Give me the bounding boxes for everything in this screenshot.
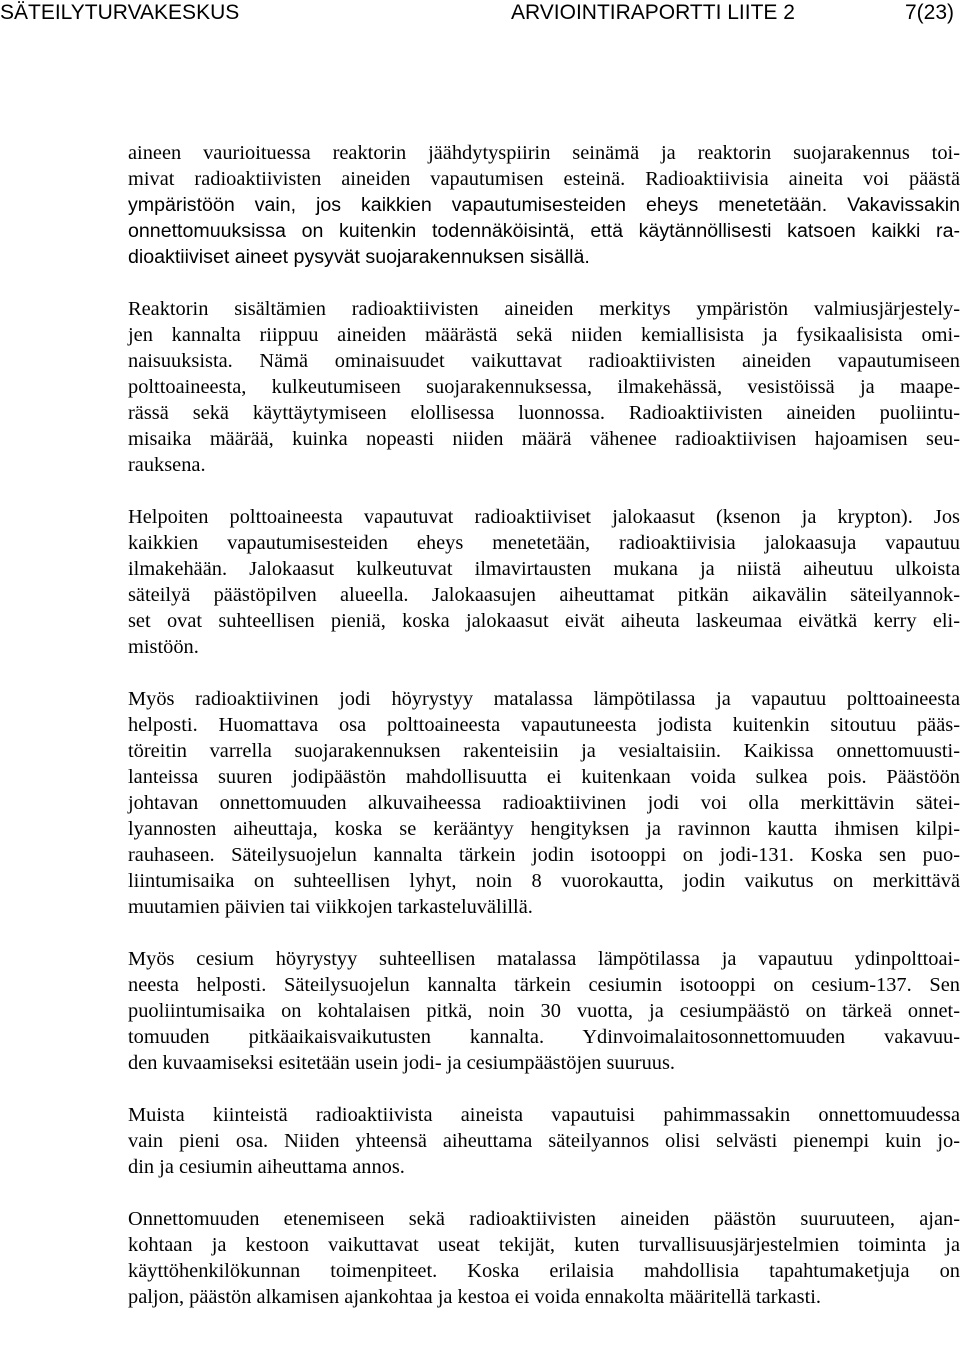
- paragraph-gap: [128, 1180, 960, 1206]
- text-line: mistöön.: [128, 636, 199, 658]
- document-body: [128, 140, 960, 1310]
- text-line: aineen vaurioituessa reaktorin jäähdytyspiirin seinämä ja reaktorin suojarakennus toi-: [128, 142, 960, 164]
- text-line: jen kannalta riippuu aineiden määrästä sekä niiden kemiallisista ja fysikaalisista omi-: [128, 324, 960, 346]
- paragraph: [128, 686, 960, 920]
- paragraph: [128, 296, 960, 478]
- text-line: käyttöhenkilökunnan toimenpiteet. Koska erilaisia mahdollisia tapahtumaketjuja on: [128, 1260, 960, 1282]
- paragraph-gap: [128, 270, 960, 296]
- text-line: din ja cesiumin aiheuttama annos.: [128, 1156, 405, 1178]
- text-line: dioaktiiviset aineet pysyvät suojarakennuksen sisällä.: [128, 246, 590, 268]
- text-line: tomuuden pitkäaikaisvaikutusten kannalta. Ydinvoimalaitosonnettomuuden vakavuu-: [128, 1026, 960, 1048]
- paragraph: [128, 1206, 960, 1310]
- text-line: set ovat suhteellisen pieniä, koska jalokaasut eivät aiheuta laskeumaa eivätkä kerry eli-: [128, 610, 960, 632]
- text-line: Reaktorin sisältämien radioaktiivisten aineiden merkitys ympäristön valmiusjärjestely-: [128, 298, 960, 320]
- text-line: puoliintumisaika on kohtalaisen pitkä, noin 30 vuotta, ja cesiumpäästö on tärkeä onnet-: [128, 1000, 960, 1022]
- text-line: lanteissa suuren jodipäästön mahdollisuutta ei kuitenkaan voida sulkea pois. Päästöön: [128, 766, 960, 788]
- text-line: Onnettomuuden etenemiseen sekä radioaktiivisten aineiden päästön suuruuteen, ajan-: [128, 1208, 960, 1230]
- text-line: misaika määrää, kuinka nopeasti niiden määrä vähenee radioaktiivisen hajoamisen seu-: [128, 428, 960, 450]
- organization-name: SÄTEILYTURVAKESKUS: [0, 1, 240, 24]
- text-line: rässä sekä käyttäytymiseen elollisessa luonnossa. Radioaktiivisten aineiden puoliintu-: [128, 402, 960, 424]
- paragraph: [128, 504, 960, 660]
- text-line: den kuvaamiseksi esitetään usein jodi- ja cesiumpäästöjen suuruus.: [128, 1052, 676, 1074]
- text-line: Helpoiten polttoaineesta vapautuvat radioaktiiviset jalokaasut (ksenon ja krypton). Jos: [128, 506, 960, 528]
- text-line: paljon, päästön alkamisen ajankohtaa ja kestoa ei voida ennakolta määritellä tarkasti.: [128, 1286, 822, 1308]
- text-line: vain pieni osa. Niiden yhteensä aiheuttama säteilyannos olisi selvästi pienempi kuin jo-: [128, 1130, 960, 1152]
- text-line: rauhaseen. Säteilysuojelun kannalta tärkein jodin isotooppi on jodi-131. Koska sen puo-: [128, 844, 960, 866]
- text-line: Myös radioaktiivinen jodi höyrystyy matalassa lämpötilassa ja vapautuu polttoaineesta: [128, 688, 960, 710]
- text-line: töreitin varrella suojarakennuksen rakenteisiin ja vesialtaisiin. Kaikissa onnettomuusti-: [128, 740, 960, 762]
- text-line: helposti. Huomattava osa polttoaineesta vapautuneesta jodista kuitenkin sitoutuu pääs-: [128, 714, 960, 736]
- paragraph: [128, 946, 960, 1076]
- text-line: rauksena.: [128, 454, 206, 476]
- page-header: [0, 0, 960, 30]
- text-line: säteilyä päästöpilven alueella. Jalokaasujen aiheuttamat pitkän aikavälin säteilyannok-: [128, 584, 960, 606]
- paragraph-gap: [128, 660, 960, 686]
- text-line: lyannosten aiheuttaja, koska se kerääntyy hengityksen ja ravinnon kautta ihmisen kilpi-: [128, 818, 960, 840]
- paragraph: [128, 1102, 960, 1180]
- text-line: onnettomuuksissa on kuitenkin todennäköisintä, että käytännöllisesti katsoen kaikki ra-: [128, 220, 960, 242]
- text-line: liintumisaika on suhteellisen lyhyt, noin 8 vuorokautta, jodin vaikutus on merkittävä: [128, 870, 960, 892]
- text-line: ilmakehään. Jalokaasut kulkeutuvat ilmavirtausten mukana ja niistä aiheutuu ulkoista: [128, 558, 960, 580]
- paragraph-gap: [128, 478, 960, 504]
- text-line: muutamien päivien tai viikkojen tarkasteluvälillä.: [128, 896, 533, 918]
- text-line: kohtaan ja kestoon vaikuttavat useat tekijät, kuten turvallisuusjärjestelmien toiminta ja: [128, 1234, 960, 1256]
- paragraph-gap: [128, 920, 960, 946]
- text-line: ympäristöön vain, jos kaikkien vapautumisesteiden eheys menetetään. Vakavissakin: [128, 194, 960, 216]
- text-line: johtavan onnettomuuden alkuvaiheessa radioaktiivinen jodi voi olla merkittävin sätei-: [128, 792, 960, 814]
- paragraph-gap: [128, 1076, 960, 1102]
- text-line: neesta helposti. Säteilysuojelun kannalta tärkein cesiumin isotooppi on cesium-137. Sen: [128, 974, 960, 996]
- text-line: kaikkien vapautumisesteiden eheys menetetään, radioaktiivisia jalokaasuja vapautuu: [128, 532, 960, 554]
- text-line: naisuuksista. Nämä ominaisuudet vaikuttavat radioaktiivisten aineiden vapautumiseen: [128, 350, 960, 372]
- report-title: ARVIOINTIRAPORTTI LIITE 2: [511, 1, 795, 24]
- text-line: polttoaineesta, kulkeutumiseen suojarakennuksessa, ilmakehässä, vesistöissä ja maape-: [128, 376, 960, 398]
- text-line: Muista kiinteistä radioaktiivista aineista vapautuisi pahimmassakin onnettomuudessa: [128, 1104, 960, 1126]
- paragraph: [128, 140, 960, 270]
- page-number: 7(23): [904, 1, 954, 24]
- text-line: mivat radioaktiivisten aineiden vapautumisen esteinä. Radioaktiivisia aineita voi päästä: [128, 168, 960, 190]
- text-line: Myös cesium höyrystyy suhteellisen matalassa lämpötilassa ja vapautuu ydinpolttoai-: [128, 948, 960, 970]
